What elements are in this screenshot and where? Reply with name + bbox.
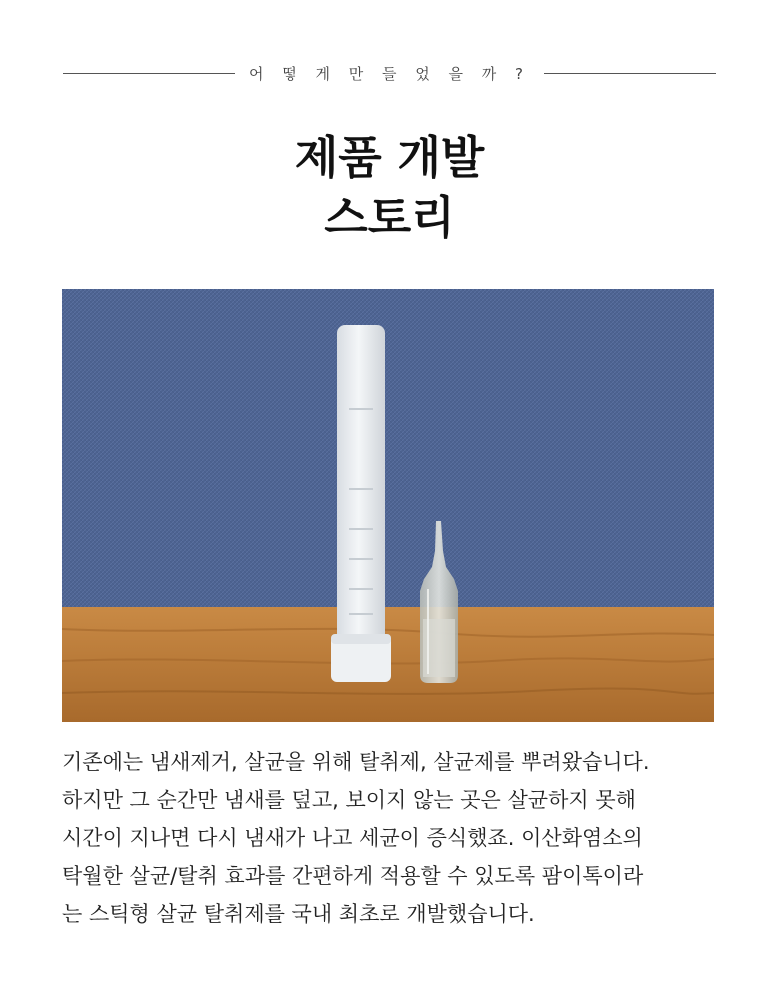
description-line: 하지만 그 순간만 냄새를 덮고, 보이지 않는 곳은 살균하지 못해 (62, 788, 636, 812)
page-title-line-1: 제품 개발 (294, 131, 485, 184)
description-line: 기존에는 냄새제거, 살균을 위해 탈취제, 살균제를 뿌려왔습니다. (62, 750, 650, 774)
page-title-line-2: 스토리 (324, 191, 455, 244)
eyebrow-text: 어 떻 게 만 들 었 을 까 ? (248, 64, 531, 83)
description-line: 는 스틱형 살균 탈취제를 국내 최초로 개발했습니다. (62, 902, 535, 926)
denim-wall (62, 289, 714, 611)
page-title (0, 128, 779, 248)
stick-container (331, 325, 391, 682)
eyebrow-right-divider (544, 73, 716, 74)
eyebrow-left-divider (63, 73, 235, 74)
description-line: 탁월한 살균/탈취 효과를 간편하게 적용할 수 있도록 팜이톡이라 (62, 864, 644, 888)
product-photo (62, 289, 714, 722)
description-paragraph (62, 743, 722, 933)
eyebrow-row (63, 60, 716, 86)
description-line: 시간이 지나면 다시 냄새가 나고 세균이 증식했죠. 이산화염소의 (62, 826, 643, 850)
